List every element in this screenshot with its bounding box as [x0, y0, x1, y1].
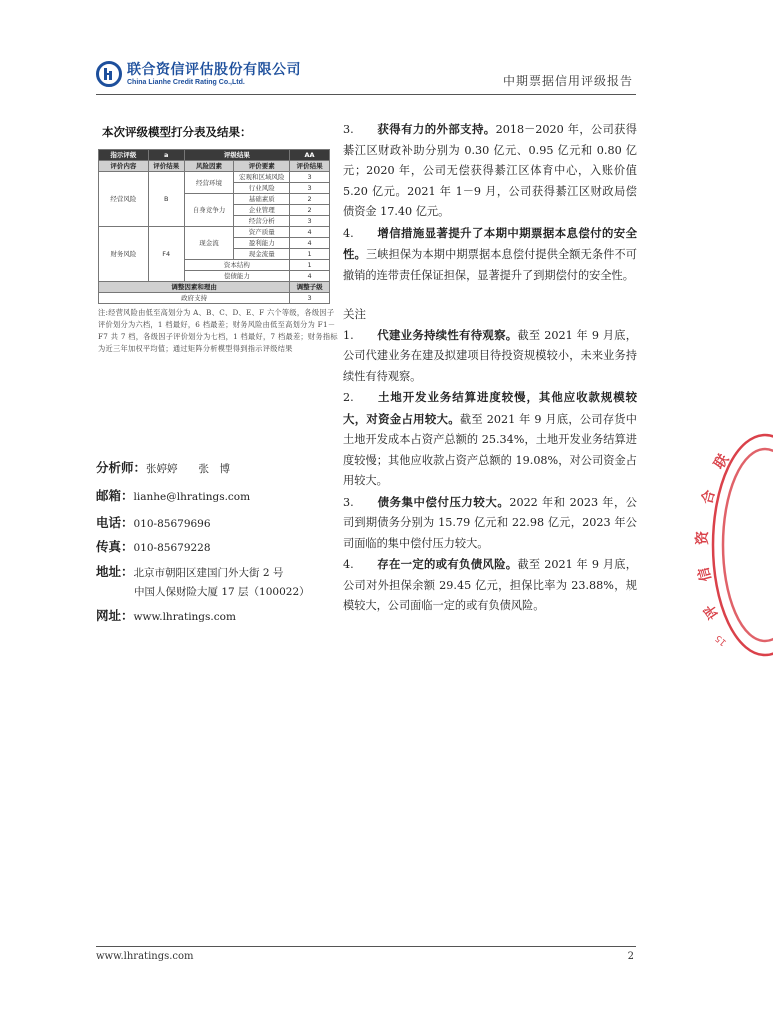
table-cell: 评价结果 [148, 161, 184, 172]
company-logo [96, 58, 301, 90]
table-cell: 3 [290, 216, 330, 227]
table-cell: 2 [290, 194, 330, 205]
table-cell: 3 [290, 293, 330, 304]
table-cell: 1 [290, 260, 330, 271]
strength-item [343, 223, 637, 287]
analyst-label: 分析师： [96, 460, 147, 475]
table-cell: 自身竞争力 [184, 194, 234, 227]
item-number: 4. [343, 558, 354, 571]
item-text: 2022 年和 2023 年，公司到期债务分别为 15.79 亿元和 22.98 亿元，2023 年公司面临的集中偿付压力较大。 [343, 495, 637, 550]
table-cell: 偿债能力 [184, 271, 290, 282]
table-cell: 盈利能力 [234, 238, 290, 249]
phone-line [96, 513, 211, 531]
table-cell: 4 [290, 227, 330, 238]
item-heading: 代建业务持续性有待观察。 [377, 327, 518, 342]
svg-text:信: 信 [695, 565, 715, 584]
item-number: 3. [343, 495, 354, 509]
email-label: 邮箱： [96, 488, 134, 503]
phone-label: 电话： [96, 515, 134, 530]
table-cell: 现金流 [184, 227, 234, 260]
table-cell: AA [290, 150, 330, 161]
item-number: 4. [343, 226, 354, 240]
table-cell: 行业风险 [234, 183, 290, 194]
table-cell: 3 [290, 172, 330, 183]
table-cell: B [148, 172, 184, 227]
item-heading: 存在一定的或有负债风险。 [377, 557, 518, 571]
table-row [99, 227, 330, 238]
table-cell: 评价要素 [234, 161, 290, 172]
item-text: 截至 2021 年 9 月底，公司存货中土地开发成本占资产总额的 25.34%，土地开发业务结算进度较慢；其他应收款占资产总额的 19.08%，对公司资金占用较大。 [343, 412, 637, 487]
item-number: 3. [343, 123, 354, 136]
address-label: 地址： [96, 564, 134, 579]
fax-line [96, 537, 211, 555]
table-cell: 现金流量 [234, 249, 290, 260]
table-cell: 基础素质 [234, 194, 290, 205]
table-cell: 调整因素和理由 [99, 282, 290, 293]
table-cell: 风险因素 [184, 161, 234, 172]
table-row [99, 172, 330, 183]
item-heading: 债务集中偿付压力较大。 [377, 494, 510, 509]
email-line [96, 486, 250, 504]
table-cell: 调整子级 [290, 282, 330, 293]
svg-text:15: 15 [713, 632, 729, 648]
table-cell: 经营环境 [184, 172, 234, 194]
table-cell: 企业管理 [234, 205, 290, 216]
table-row [99, 150, 330, 161]
table-cell: F4 [148, 227, 184, 282]
website-line [96, 606, 236, 624]
item-text: 截至 2021 年 9 月底，公司对外担保余额 29.45 亿元，担保比率为 23.88%，规模较大，公司面临一定的或有负债风险。 [343, 558, 637, 612]
table-cell: 3 [290, 183, 330, 194]
table-cell: 政府支持 [99, 293, 290, 304]
fax-label: 传真： [96, 539, 134, 554]
report-type: 中期票据信用评级报告 [502, 74, 633, 88]
table-row [99, 293, 330, 304]
item-text: 截至 2021 年 9 月底，公司代建业务在建及拟建项目待投资规模较小，未来业务持续性有待观察。 [343, 328, 637, 383]
concern-item [343, 387, 637, 492]
address-line [96, 562, 283, 580]
concern-item [343, 492, 637, 555]
table-cell: 2 [290, 205, 330, 216]
page-number: 2 [627, 951, 634, 962]
concerns-heading: 关注 [343, 307, 366, 321]
table-cell: 资产质量 [234, 227, 290, 238]
concern-item [343, 325, 637, 388]
item-heading: 获得有力的外部支持。 [377, 122, 496, 136]
item-heading: 增信措施显著提升了本期中期票据本息偿付的安全性。 [343, 225, 637, 261]
table-cell: 宏观和区域风险 [234, 172, 290, 183]
email-value[interactable]: lianhe@lhratings.com [133, 491, 251, 503]
model-title: 本次评级模型打分表及结果： [102, 125, 252, 139]
logo-mark-icon [96, 61, 122, 87]
table-cell: 1 [290, 249, 330, 260]
table-cell: 经营风险 [99, 172, 149, 227]
address-line2: 中国人保财险大厦 17 层（100022） [134, 586, 310, 598]
footer-website[interactable]: www.lhratings.com [96, 951, 194, 962]
table-row [99, 161, 330, 172]
model-note: 注:经营风险由低至高划分为 A、B、C、D、E、F 六个等级，各级因子评价划分为六档，1 档最好，6 档最差；财务风险由低至高划分为 F1－F7 共 7 档，各级因子评价划分为七档，1 档最好，7 档最差；财务指标为近三年加权平均值；通过矩阵分析模型得到指示评级结果 [98, 308, 338, 353]
table-cell: 财务风险 [99, 227, 149, 282]
analyst-line [96, 458, 230, 476]
website-label: 网址： [96, 608, 134, 623]
item-text: 2018－2020 年，公司获得綦江区财政补助分别为 0.30 亿元、0.95 亿元和 0.80 亿元；2020 年，公司无偿获得綦江区体育中心，入账价值 5.20 亿元。2021 年 1－9 月，公司获得綦江区财政局偿债资金 17.40 亿元。 [343, 123, 637, 218]
item-number: 1. [343, 328, 354, 342]
address-line1: 北京市朝阳区建国门外大街 2 号 [133, 567, 284, 579]
svg-text:合: 合 [699, 488, 719, 507]
svg-text:联: 联 [711, 451, 733, 473]
table-cell: 评级结果 [184, 150, 290, 161]
item-number: 2. [343, 391, 354, 404]
strength-item [343, 119, 637, 223]
table-cell: 经营分析 [234, 216, 290, 227]
svg-text:评: 评 [701, 601, 723, 622]
company-seal-stamp [695, 430, 773, 660]
rating-model-section [98, 120, 338, 355]
fax-value: 010-85679228 [133, 542, 211, 554]
svg-text:资: 资 [695, 531, 711, 545]
concern-item [343, 554, 637, 617]
item-heading: 土地开发业务结算进度较慢，其他应收款规模较大，对资金占用较大。 [343, 390, 637, 426]
findings-section [343, 119, 637, 617]
rating-model-table [98, 149, 330, 304]
table-row [99, 282, 330, 293]
address-line-2 [134, 584, 310, 599]
phone-value: 010-85679696 [133, 518, 211, 530]
header-divider [96, 94, 636, 95]
table-cell: 4 [290, 238, 330, 249]
item-text: 三峡担保为本期中期票据本息偿付提供全额无条件不可撤销的连带责任保证担保，显著提升了到期偿付的安全性。 [343, 248, 637, 282]
table-cell: 评价结果 [290, 161, 330, 172]
footer-divider [96, 946, 636, 947]
analyst-value: 张婷婷 张 博 [146, 463, 231, 475]
table-cell: 4 [290, 271, 330, 282]
logo-english-name: China Lianhe Credit Rating Co.,Ltd. [127, 78, 245, 86]
table-cell: 资本结构 [184, 260, 290, 271]
website-value[interactable]: www.lhratings.com [133, 611, 236, 623]
logo-chinese-name: 联合资信评估股份有限公司 [127, 61, 301, 78]
table-cell: 评价内容 [99, 161, 149, 172]
table-cell: 指示评级 [99, 150, 149, 161]
table-cell: a [148, 150, 184, 161]
